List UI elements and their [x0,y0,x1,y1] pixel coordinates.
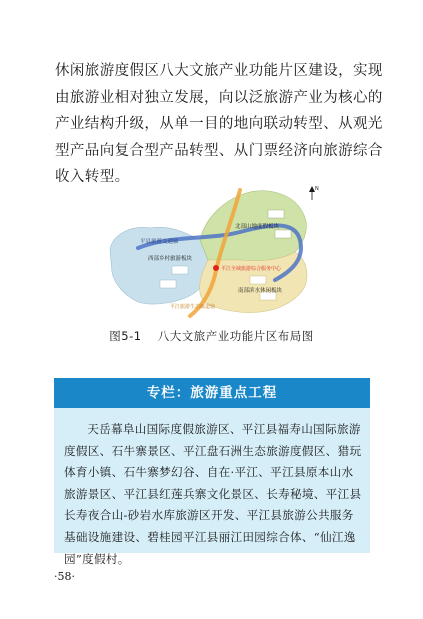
label-belt-top: 平县旅游交通轴 [140,239,179,245]
service-center-marker [213,265,219,271]
label-north-mountain: 北部山地度假板块 [235,224,280,230]
feature-box-title: 专栏：旅游重点工程 [54,378,370,408]
label-service-center: 平江全域旅游综合服务中心 [221,266,282,272]
page-number: ·58· [54,570,75,583]
north-arrow-icon [309,186,319,200]
figure-title: 八大文旅产业功能片区布局图 [157,329,314,343]
intro-paragraph: 休闲旅游度假区八大文旅产业功能片区建设，实现由旅游业相对独立发展，向以泛旅游产业为核心的产业结构升级，从单一目的地向联动转型、从观光型产品向复合型产品转型、从门票经济向旅游综合收入转型。 [55,63,383,185]
feature-box [54,378,370,566]
label-belt-bottom: 平江旅游生态廊道轴 [170,304,216,310]
label-west-village: 西部乡村旅游板块 [148,256,193,262]
feature-box-body: 天岳幕阜山国际度假旅游区、平江县福寿山国际旅游度假区、石牛寨景区、平江盘石洲生态旅游度假区、猎玩体育小镇、石牛寨梦幻谷、自在·平江、平江县原本山水旅游景区、平江县红莲兵寨文化景区、长寿秘境、平江县长寿夜合山-砂岩水库旅游区开发、平江县旅游公共服务基础设施建设、碧桂园平江县丽江田园综合体、“仙江逸园”度假村。 [64,422,362,566]
figure-caption [0,328,423,344]
label-south-water: 南部滨水休闲板块 [238,288,283,294]
map-graphic [100,180,340,320]
functional-zone-map [100,180,340,320]
north-arrow-label: N [315,186,319,192]
figure-number: 图5-1 [109,329,142,343]
